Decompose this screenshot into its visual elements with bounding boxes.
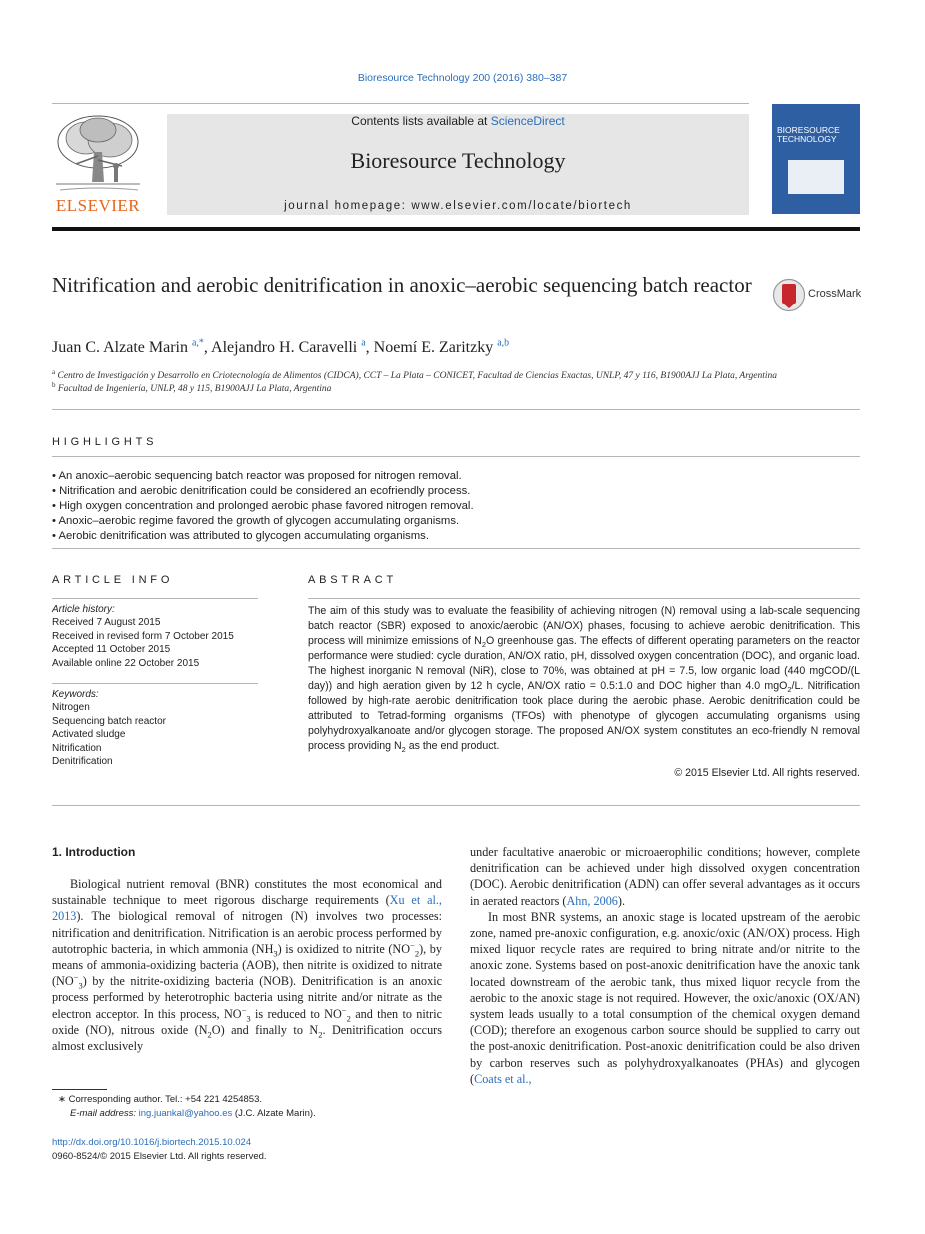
paper-title: Nitrification and aerobic denitrification in anoxic–aerobic sequencing batch reactor (52, 273, 752, 297)
crossmark-badge[interactable] (772, 280, 864, 312)
history-entry: Received 7 August 2015 (52, 617, 161, 629)
keyword: Nitrogen (52, 702, 90, 714)
article-history (52, 603, 234, 670)
abstract-copyright: © 2015 Elsevier Ltd. All rights reserved. (674, 767, 860, 779)
text-run: ) by the nitrite-oxidizing bacteria (NOB). Denitrification is an anoxic process performed by heterotrophic bacteria using nitrite and/or nitrate as the electron acceptor. In this process, NO (52, 974, 442, 1021)
highlight-item: • Anoxic–aerobic regime favored the growth of glycogen accumulating organisms. (52, 514, 474, 529)
citation-link[interactable]: Coats et al., (474, 1071, 532, 1086)
divider (52, 683, 258, 684)
divider (52, 409, 860, 410)
author-name: Juan C. Alzate Marin (52, 339, 188, 356)
subscript: 2 (481, 640, 486, 650)
doi-link[interactable]: http://dx.doi.org/10.1016/j.biortech.2015.10.024 (52, 1137, 252, 1148)
email-suffix: (J.C. Alzate Marin). (232, 1108, 316, 1119)
text-run: In most BNR systems, an anoxic stage is located upstream of the aerobic zone, named pre-anoxic configuration, e.g. anoxic/oxic (AN/OX) process. High mixed liquor recycle rates are required to bring nitrate and/or nitrite to the anoxic zone. Systems based on post-anoxic denitrification have the anoxic tank located downstream of the aerobic tank, thus mixed liquor recycle from the aerobic to the anoxic stage is not required. However, the oxic/anoxic (OX/AN) system leads usually to a total consumption of the chemical oxygen demand (COD); therefore an exogenous carbon source should be supplied to carry out the post-anoxic denitrification. Post-anoxic denitrification could be also driven by carbon reserves such as polyhydroxyalkanoates (PHAs) and glycogen ( (470, 909, 860, 1086)
subscript: 2 (787, 685, 792, 695)
paragraph (470, 844, 860, 909)
contents-available (167, 114, 749, 128)
keywords-label: Keywords: (52, 689, 99, 700)
footnote (52, 1093, 316, 1121)
affiliation (52, 380, 332, 394)
subscript: 3 (273, 948, 278, 959)
highlight-item: • High oxygen concentration and prolonged aerobic phase favored nitrogen removal. (52, 499, 474, 514)
abstract-part: /L. Nitrification followed by high-rate aerobic denitrification took place during the aerobic phase. Aerobic denitrification could be attributed to Tetrad-forming organisms (TFOs) with phenotype of glycogen accumulating organisms using polyhydroxyalkanoate and/or glycogen storage. The proposed AN/OX system constitutes an eco-friendly N removal process providing N (308, 680, 860, 752)
text-run: is reduced to NO (250, 1006, 342, 1021)
highlights-list (52, 469, 474, 544)
abstract-part: as the end product. (405, 740, 500, 752)
contents-prefix: Contents lists available at (351, 114, 491, 128)
text-run: ) is oxidized to nitrite (NO (277, 941, 411, 956)
text-run: O) and finally to N (211, 1022, 319, 1037)
text-run: Biological nutrient removal (BNR) constitutes the most economical and sustainable technique to meet rigorous discharge requirements ( (52, 877, 442, 908)
superscript: − (341, 1004, 347, 1015)
abstract-part: The aim of this study was to evaluate the feasibility of achieving nitrogen (N) removal using a lab-scale sequencing batch reactor (SBR) exposed to anoxic/aerobic (AN/OX) phases, focusing to achieve aerobic denitrification. This process will minimize emissions of N (308, 605, 860, 647)
paragraph (52, 876, 442, 1054)
issn-line: 0960-8524/© 2015 Elsevier Ltd. All rights reserved. (52, 1150, 267, 1162)
subscript: 2 (401, 745, 406, 755)
email-label: E-mail address: (70, 1108, 139, 1119)
keyword: Nitrification (52, 742, 102, 754)
citation-link[interactable]: Xu et al., 2013 (52, 893, 442, 924)
journal-title: Bioresource Technology (350, 148, 566, 173)
author-name: Noemí E. Zaritzky (373, 339, 494, 356)
journal-banner (167, 114, 749, 215)
text-run: ), by means of ammonia-oxidizing bacteria (AOB), then nitrite is oxidized to nitrate (NO (52, 941, 442, 989)
footnote-rule (52, 1089, 107, 1090)
text-run: under facultative anaerobic or microaerophilic conditions; however, complete denitrification can be achieved under high dissolved oxygen concentration (DOC). Aerobic denitrification (ADN) can offer several advantages as it occurs in aerated reactors ( (470, 845, 860, 908)
journal-cover[interactable] (772, 104, 860, 214)
history-entry: Received in revised form 7 October 2015 (52, 630, 234, 642)
subscript: 2 (318, 1029, 323, 1040)
cover-graphic (788, 160, 844, 194)
author-name: Alejandro H. Caravelli (211, 339, 358, 356)
email-note (52, 1107, 316, 1121)
divider (308, 598, 860, 599)
abstract-text (308, 604, 860, 754)
keyword: Denitrification (52, 756, 113, 768)
corresponding-text: Corresponding author. Tel.: +54 221 4254853. (68, 1094, 263, 1105)
keyword: Sequencing batch reactor (52, 715, 166, 727)
sciencedirect-link[interactable]: ScienceDirect (490, 114, 565, 128)
highlight-item: • Nitrification and aerobic denitrification could be considered an ecofriendly process. (52, 484, 474, 499)
citation-link[interactable]: Ahn, 2006 (566, 893, 618, 908)
affiliation (52, 367, 778, 381)
history-entry: Accepted 11 October 2015 (52, 644, 171, 656)
article-info-heading: ARTICLE INFO (52, 574, 174, 586)
divider (52, 598, 258, 599)
journal-homepage[interactable]: journal homepage: www.elsevier.com/locate/biortech (284, 200, 632, 212)
tree-icon (52, 112, 144, 198)
subscript: 2 (207, 1029, 212, 1040)
author-affil[interactable]: a (361, 337, 366, 349)
affiliation-mark: b (52, 380, 56, 389)
abstract-heading: ABSTRACT (308, 574, 398, 586)
history-entry: Available online 22 October 2015 (52, 657, 200, 669)
superscript: − (73, 972, 79, 983)
author-affil[interactable]: a,b (497, 337, 510, 349)
abstract-part: O greenhouse gas. The effects of different operating parameters on the reactor performance were studied: cycle duration, AN/OX ratio, pH, dissolved oxygen concentration (DOC), and organic load. The highest inorganic N removal (NiR), close to 70%, was obtained at pH = 7.5, low organic load (440 mgCOD/(L day)) and high aeration given by 12 h cycle, AN/OX ratio = 0.5:1.0 and DOC higher than 4.0 mgO (308, 635, 860, 692)
publisher-name[interactable]: ELSEVIER (55, 196, 141, 215)
cover-title: BIORESOURCE TECHNOLOGY (777, 125, 840, 144)
divider (52, 805, 860, 806)
text-run: and then to nitric oxide (NO), nitrous oxide (N (52, 1006, 442, 1037)
header-divider (52, 227, 860, 231)
authors: Juan C. Alzate Marin $^{a,*}$, Alejandro H. Caravelli $^a$, Noemí E. Zaritzky $^{a,b}$ (52, 337, 510, 356)
affiliation-text: Centro de Investigación y Desarrollo en Criotecnología de Alimentos (CIDCA), CCT – La Plata – CONICET, Facultad de Ciencias Exactas, UNLP, 47 y 116, B1900AJJ La Plata, Argentina (57, 371, 778, 381)
right-column (470, 844, 860, 1087)
email-link[interactable]: ing.juankal@yahoo.es (138, 1108, 233, 1119)
text-run: ). (617, 893, 626, 908)
subscript: 2 (414, 948, 420, 959)
subscript: 3 (246, 1013, 251, 1024)
crossmark-label: CrossMark (808, 288, 862, 300)
highlights-heading: HIGHLIGHTS (52, 436, 158, 448)
left-column (52, 876, 442, 1054)
journal-reference[interactable]: Bioresource Technology 200 (2016) 380–387 (357, 72, 568, 84)
divider (52, 456, 860, 457)
page-bottom (52, 1136, 267, 1163)
keyword: Activated sludge (52, 729, 126, 741)
header-rule (52, 103, 749, 104)
paragraph (470, 909, 860, 1087)
superscript: − (410, 939, 415, 950)
corresponding-note: ∗ Corresponding author. Tel.: +54 221 4254853. (58, 1094, 263, 1105)
author-affil[interactable]: a,* (191, 337, 204, 349)
highlight-item: • Aerobic denitrification was attributed to glycogen accumulating organisms. (52, 529, 474, 544)
superscript: − (241, 1004, 247, 1015)
history-label: Article history: (52, 604, 115, 615)
text-run: ). The biological removal of nitrogen (N) involves two processes: nitrification and denitrification. Nitrification is an aerobic process performed by autotrophic bacteria, in which ammonia (NH (52, 909, 442, 956)
text-run: . Denitrification occurs almost exclusively (52, 1022, 442, 1054)
subscript: 3 (78, 980, 83, 991)
elsevier-logo (52, 112, 144, 216)
affiliation-text: Facultad de Ingeniería, UNLP, 48 y 115, B1900AJJ La Plata, Argentina (57, 384, 332, 394)
divider (52, 548, 860, 549)
crossmark-icon (772, 278, 806, 312)
section-heading: 1. Introduction (52, 845, 136, 859)
affiliation-mark: a (52, 367, 56, 376)
highlight-item: • An anoxic–aerobic sequencing batch reactor was proposed for nitrogen removal. (52, 469, 474, 484)
keywords (52, 688, 166, 768)
subscript: 2 (346, 1013, 351, 1024)
